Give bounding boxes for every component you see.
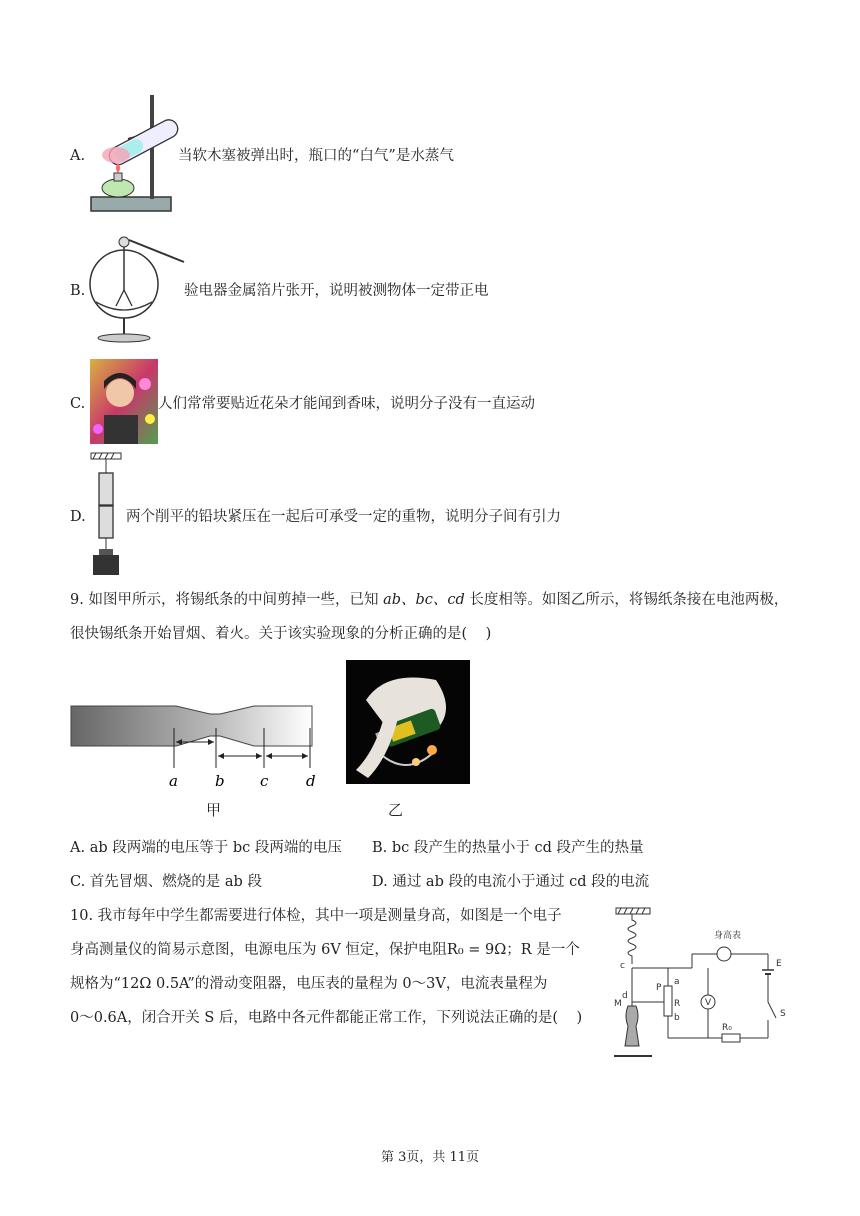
option-8b-text: 验电器金属箔片张开，说明被测物体一定带正电 (184, 283, 489, 299)
page-footer: 第 3页，共 11页 (381, 1150, 480, 1165)
meter-label: 身高表 (714, 931, 742, 941)
svg-text:b: b (674, 1013, 680, 1023)
option-9d: D. 通过 ab 段的电流小于通过 cd 段的电流 (372, 874, 650, 890)
caption-yi: 乙 (388, 801, 404, 819)
option-8d-text: 两个削平的铅块紧压在一起后可承受一定的重物，说明分子间有引力 (126, 509, 561, 525)
svg-text:V: V (705, 998, 712, 1008)
svg-text:d: d (622, 991, 628, 1001)
option-8a-text: 当软木塞被弹出时，瓶口的“白气”是水蒸气 (178, 148, 454, 164)
electroscope-figure (86, 232, 186, 344)
question-9-line2: 很快锡纸条开始冒烟、着火。关于该实验现象的分析正确的是( ) (70, 626, 492, 642)
test-tube-heating-figure (88, 93, 188, 215)
question-10-line3: 规格为“12Ω 0.5A”的滑动变阻器，电压表的量程为 0～3V，电流表量程为 (70, 976, 548, 992)
svg-text:R₀: R₀ (722, 1023, 732, 1033)
height-meter-circuit-figure (612, 906, 802, 1066)
question-10-line1: 10. 我市每年中学生都需要进行体检，其中一项是测量身高，如图是一个电子 (70, 908, 562, 924)
label-d: d (306, 772, 316, 790)
option-9c: C. 首先冒烟、燃烧的是 ab 段 (70, 874, 262, 890)
option-8c-text: 人们常常要贴近花朵才能闻到香味，说明分子没有一直运动 (158, 396, 535, 412)
option-8a-letter: A. (70, 148, 86, 164)
tin-foil-strip-figure (70, 702, 320, 798)
svg-text:c: c (620, 961, 625, 971)
caption-jia: 甲 (206, 801, 222, 819)
svg-text:S: S (780, 1009, 786, 1019)
question-10-line4: 0～0.6A，闭合开关 S 后，电路中各元件都能正常工作，下列说法正确的是( ) (70, 1010, 583, 1026)
svg-text:E: E (776, 959, 782, 969)
question-10-line2: 身高测量仪的简易示意图，电源电压为 6V 恒定，保护电阻R₀ = 9Ω；R 是一个 (70, 942, 580, 958)
option-9b: B. bc 段产生的热量小于 cd 段产生的热量 (372, 840, 644, 856)
smelling-flowers-photo (90, 359, 158, 444)
svg-text:R: R (674, 999, 681, 1009)
question-9-line1: 9. 如图甲所示，将锡纸条的中间剪掉一些，已知 ab、bc、cd 长度相等。如图乙所示，将锡纸条接在电池两极， (70, 592, 789, 608)
svg-text:P: P (656, 983, 662, 993)
segments-label: ab、bc、cd (383, 592, 465, 608)
svg-text:M: M (614, 999, 622, 1009)
option-8b-letter: B. (70, 283, 86, 299)
option-9a: A. ab 段两端的电压等于 bc 段两端的电压 (70, 840, 342, 856)
lead-blocks-figure (89, 451, 125, 577)
option-8d-letter: D. (70, 509, 86, 525)
label-a: a (169, 772, 178, 790)
option-8c-letter: C. (70, 396, 86, 412)
label-c: c (260, 772, 269, 790)
label-b: b (215, 772, 225, 790)
svg-text:a: a (674, 977, 680, 987)
battery-photo (346, 660, 470, 784)
